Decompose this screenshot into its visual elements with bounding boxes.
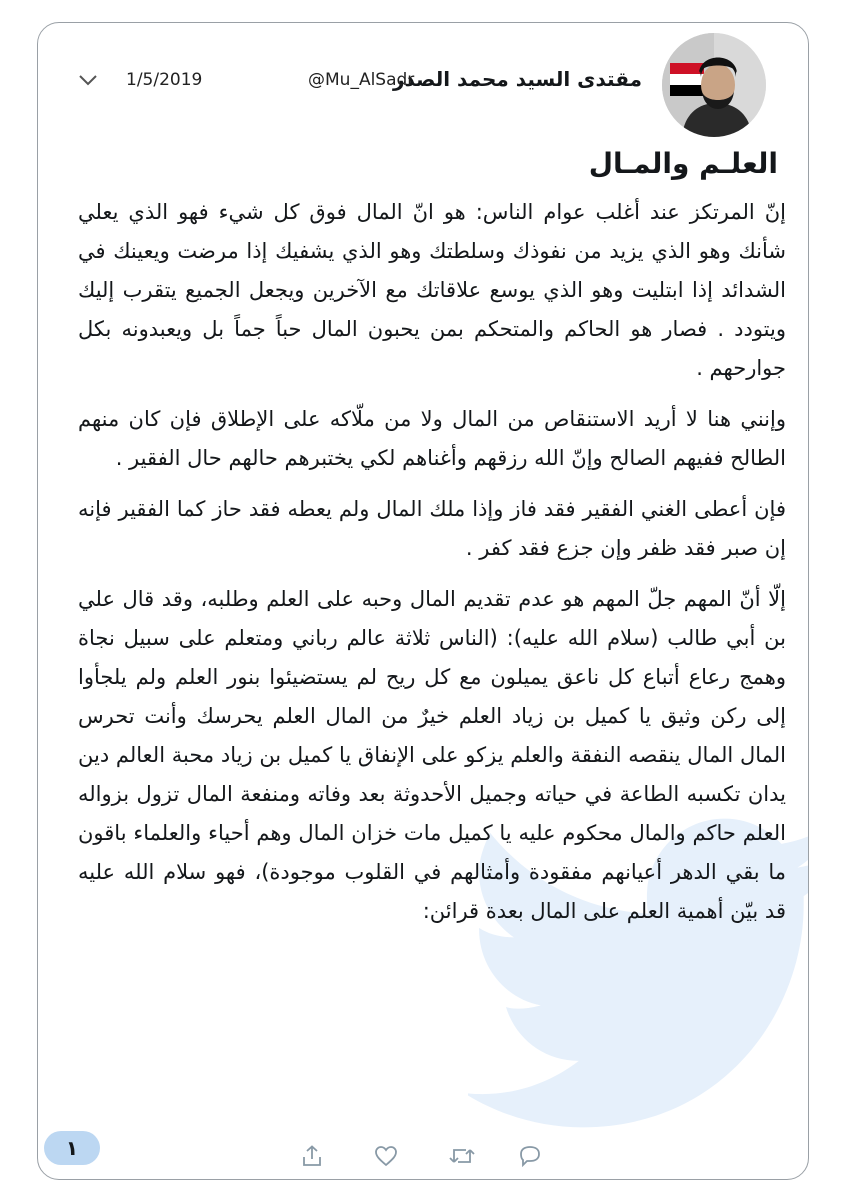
like-button[interactable] <box>374 1145 398 1167</box>
paragraph: وإنني هنا لا أريد الاستنقاص من المال ولا من ملّاكه على الإطلاق فإن كان منهم الطالح ففيهم الصالح وإنّ الله رزقهم وأغناهم لكي يختبرهم حالهم حال الفقير . <box>78 407 786 470</box>
author-handle[interactable]: @Mu_AlSadr <box>308 70 415 90</box>
retweet-button[interactable] <box>448 1145 476 1167</box>
paragraph: إلّا أنّ المهم جلّ المهم هو عدم تقديم المال وحبه على العلم وطلبه، وقد قال علي بن أبي طالب (سلام الله عليه): (الناس ثلاثة عالم رباني ومتعلم على سبيل نجاة وهمج رعاع أتباع كل ناعق يميلون مع كل ريح لم يستضيئوا بنور العلم ولم يلجأوا إلى ركن وثيق يا كميل بن زياد العلم خيرٌ من المال العلم يحرسك وأنت تحرس المال المال ينقصه النفقة والعلم يزكو على الإنفاق يا كميل بن زياد محبة العالم دين يدان تكسبه الطاعة في حياته وجميل الأحدوثة بعد وفاته ومنفعة المال تزول بزواله العلم حاكم والمال محكوم عليه يا كميل مات خزان المال وهم أحياء والعلماء باقون ما بقي الدهر أعيانهم مفقودة وأمثالهم في القلوب موجودة)، فهو سلام الله عليه قد بيّن أهمية العلم على المال بعدة قرائن: <box>78 587 786 923</box>
share-icon <box>300 1145 324 1167</box>
like-icon <box>374 1145 398 1167</box>
reply-button[interactable] <box>518 1145 542 1167</box>
iraq-flag-icon <box>670 63 704 96</box>
author-name[interactable]: مقتدى السيد محمد الصدر <box>392 67 642 91</box>
page-number-badge: ١ <box>44 1131 100 1165</box>
tweet-body <box>78 193 786 943</box>
chevron-down-icon[interactable] <box>78 73 98 87</box>
paragraph: إنّ المرتكز عند أغلب عوام الناس: هو انّ المال فوق كل شيء فهو الذي يعلي شأنك وهو الذي يزيد من نفوذك وسلطتك وهو الذي يشفيك إذا مرضت ويعينك في الشدائد إذا ابتليت وهو الذي يوسع علاقاتك مع الآخرين ويجعل الجميع يتقرب إليك ويتودد . فصار هو الحاكم والمتحكم بمن يحبون المال حباً جماً بل ويعبدونه بكل جوارحهم . <box>78 200 786 380</box>
share-button[interactable] <box>300 1145 324 1167</box>
tweet-title: العلـم والمـال <box>588 147 778 180</box>
reply-icon <box>518 1145 542 1167</box>
avatar-photo <box>662 33 766 137</box>
tweet-date[interactable]: 1/5/2019 <box>126 70 203 90</box>
tweet-card <box>37 22 809 1180</box>
paragraph: فإن أعطى الغني الفقير فقد فاز وإذا ملك المال ولم يعطه فقد حاز كما الفقير فإنه إن صبر فقد ظفر وإن جزع فقد كفر . <box>78 497 786 560</box>
avatar[interactable] <box>662 33 766 137</box>
retweet-icon <box>448 1145 476 1167</box>
